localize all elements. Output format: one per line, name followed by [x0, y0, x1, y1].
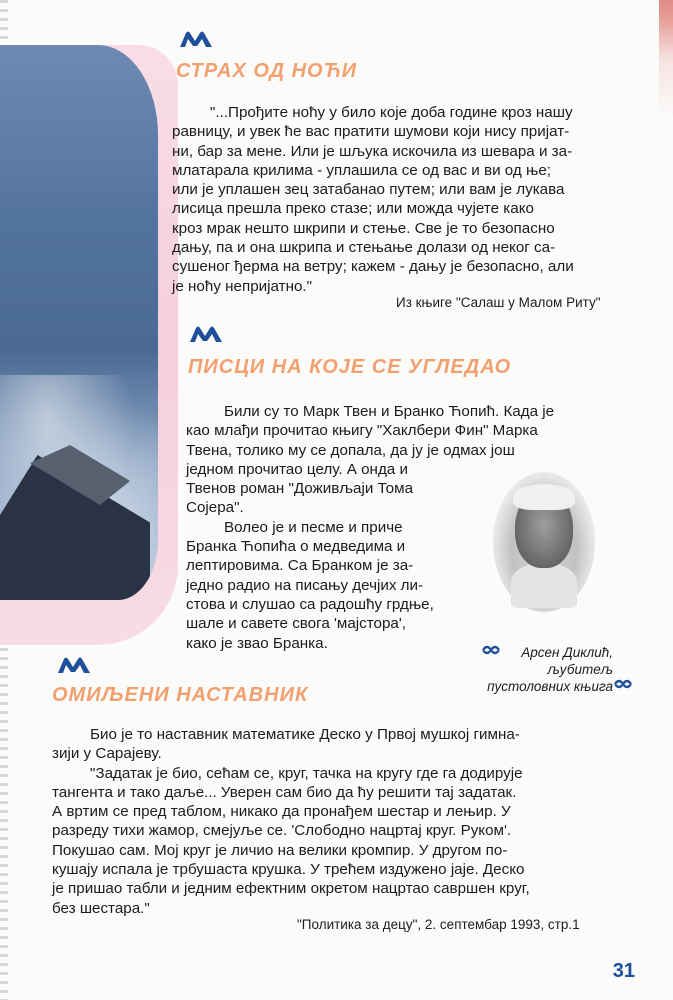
text-line: зији у Сарајеву.	[52, 745, 162, 763]
text-line: Бранка Ћопића о медведима и	[186, 538, 406, 556]
caption-line: Арсен Диклић,	[521, 645, 613, 660]
text-line: лисица прешла преко стазе; или можда чујете како	[172, 200, 534, 218]
text-line: сушеног ђерма на ветру; кажем - дању је безопасно, али	[172, 258, 574, 276]
text-line: Сојера".	[186, 499, 244, 517]
source-citation: "Политика за децу", 2. септембар 1993, стр.1	[297, 917, 580, 932]
text-line: Твенов роман "Доживљаји Тома	[186, 480, 414, 498]
water-boat-photo	[0, 45, 158, 600]
text-line: тангента и тако даље... Уверен сам био да ћу решити тај задатак.	[52, 783, 517, 801]
text-line: стова и слушао са радошћу грдње,	[186, 595, 434, 613]
section-heading-role-models: ПИСЦИ НА КОЈЕ СЕ УГЛЕДАО	[188, 356, 512, 378]
text-line: "...Прођите ноћу у било које доба године кроз нашу	[210, 104, 573, 121]
text-line: лептировима. Са Бранком је за-	[186, 557, 414, 575]
text-line: Волео је и песме и приче	[224, 518, 403, 536]
caption-line: пустоловних књига	[487, 679, 613, 694]
text-line: Твена, толико му се допала, да ју је одмах још	[186, 441, 515, 459]
text-line: једном прочитао целу. А онда и	[186, 460, 408, 478]
butterfly-wing-icon	[614, 678, 632, 690]
text-line: или је уплашен зец затабанао путем; или вам је лукава	[172, 181, 565, 199]
logo-m-icon	[56, 656, 92, 674]
text-line: ни, бар за мене. Или је шљука искочила из шевара и за-	[172, 142, 573, 160]
text-line: разреду тихи жамор, смејуље се. 'Слободно нацртај круг. Руком'.	[52, 822, 512, 840]
text-line: А вртим се пред таблом, никако да пронађем шестар и лењир. У	[52, 803, 511, 821]
portrait-photo	[493, 472, 595, 612]
source-citation: Из књиге "Салаш у Малом Риту"	[396, 295, 601, 310]
page-edge-tint	[659, 0, 673, 1000]
section-heading-favorite-teacher: ОМИЉЕНИ НАСТАВНИК	[52, 684, 309, 706]
text-line: Био је то наставник математике Деско у Првој мушкој гимна-	[90, 726, 520, 743]
section-heading-fear-of-night: СТРАХ ОД НОЋИ	[176, 60, 358, 82]
text-line: равницу, и увек ће вас пратити шумови који нису пријат-	[172, 123, 570, 141]
logo-m-icon	[178, 30, 214, 48]
text-line: једно радио на писању дечјих ли-	[186, 576, 424, 594]
text-line: кроз мрак нешто шкрипи и стење. Све је то безопасно	[172, 219, 555, 237]
text-line: како је звао Бранка.	[186, 634, 328, 652]
text-line: дању, па и она шкрипа и стењање долази од неког са-	[172, 239, 556, 257]
text-line: кушају испала је трбушаста крушка. У трећем издужено јаје. Деско	[52, 861, 525, 879]
text-line: је ноћу непријатно."	[172, 277, 313, 295]
text-line: без шестара."	[52, 899, 150, 917]
logo-m-icon	[188, 325, 224, 343]
portrait-caption	[487, 644, 613, 695]
caption-line: љубитељ	[547, 662, 613, 677]
section3-text	[52, 725, 530, 918]
text-line: шале и савете свога 'мајстора',	[186, 615, 407, 633]
text-line: је пришао табли и једним ефектним окретом нацртао савршен круг,	[52, 880, 530, 898]
text-line: као млађи прочитао књигу "Хаклбери Фин" Марка	[186, 422, 538, 440]
portrait-hair	[513, 484, 575, 510]
portrait-shirt	[511, 564, 577, 608]
text-line: млатарала крилима - уплашила се од вас и ви од ње;	[172, 161, 551, 179]
page-number: 31	[612, 960, 635, 982]
text-line: "Задатак је био, сећам се, круг, тачка на кругу где га додирује	[90, 764, 523, 782]
text-line: Покушао сам. Мој круг је личио на велики кромпир. У другом по-	[52, 841, 508, 859]
text-line: Били су то Марк Твен и Бранко Ћопић. Када је	[224, 403, 555, 420]
section1-text	[172, 103, 574, 296]
